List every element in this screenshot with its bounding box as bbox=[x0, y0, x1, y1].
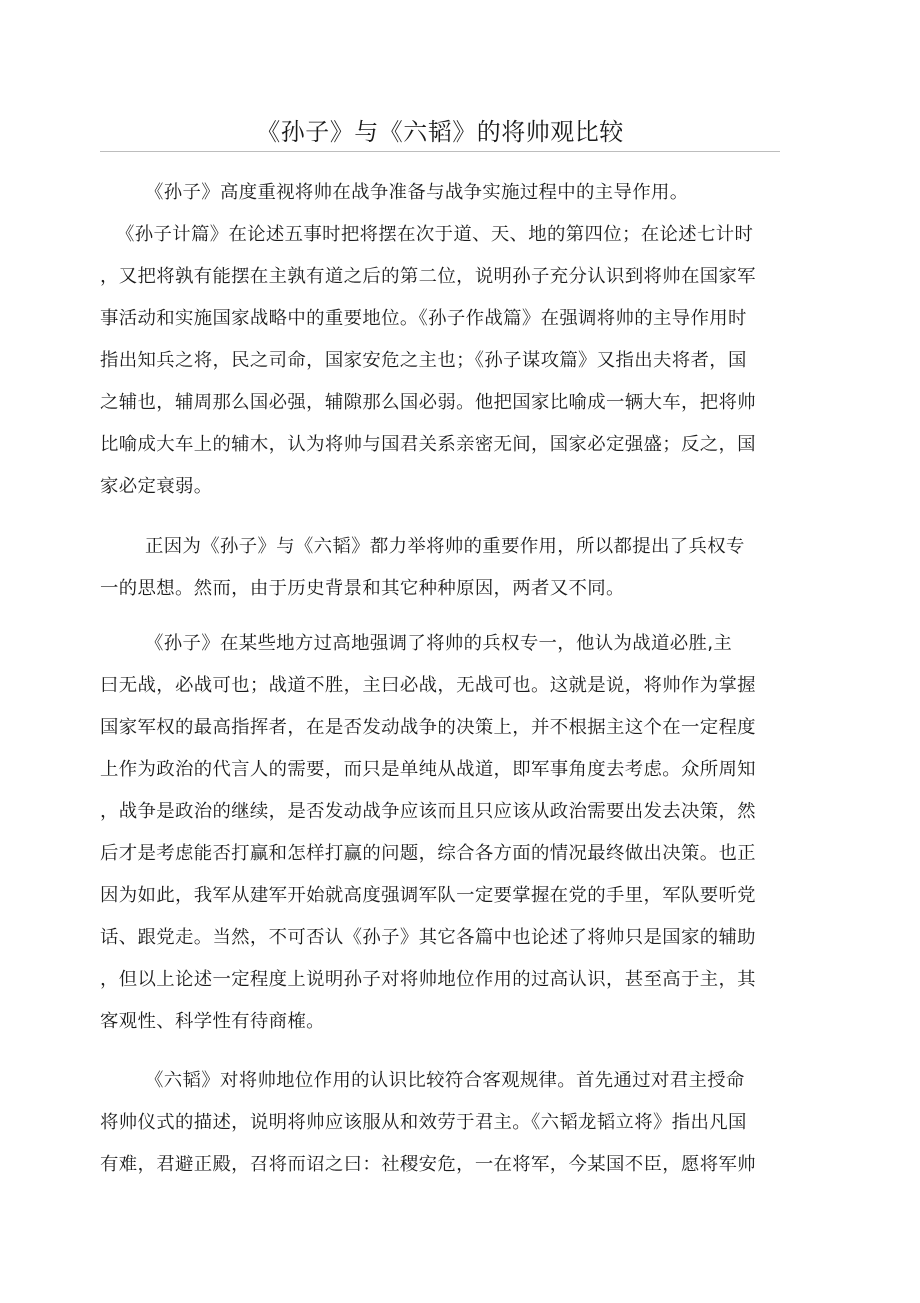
document-title: 《孙子》与《六韬》的将帅观比较 bbox=[256, 118, 624, 146]
paragraph-line: 因为如此，我军从建军开始就高度强调军队一定要掌握在党的手里，军队要听党 bbox=[100, 885, 756, 906]
paragraph-line: ，又把将孰有能摆在主孰有道之后的第二位，说明孙子充分认识到将帅在国家军 bbox=[100, 266, 756, 287]
paragraph-line: 正因为《孙子》与《六韬》都力举将帅的重要作用，所以都提出了兵权专 bbox=[145, 536, 745, 557]
title-underline bbox=[100, 151, 780, 152]
paragraph-line: 《孙子》高度重视将帅在战争准备与战争实施过程中的主导作用。 bbox=[145, 182, 689, 203]
paragraph-line: 《孙子计篇》在论述五事时把将摆在次于道、天、地的第四位；在论述七计时 bbox=[116, 224, 754, 245]
paragraph-line: 有难，君避正殿，召将而诏之曰：社稷安危，一在将军，今某国不臣，愿将军帅 bbox=[100, 1154, 756, 1175]
paragraph-line: 将帅仪式的描述，说明将帅应该服从和效劳于君主。《六韬龙韬立将》指出凡国 bbox=[100, 1112, 747, 1133]
paragraph-line: 客观性、科学性有待商榷。 bbox=[100, 1011, 325, 1032]
paragraph-line: 比喻成大车上的辅木，认为将帅与国君关系亲密无间，国家必定强盛；反之，国 bbox=[100, 434, 756, 455]
paragraph-line: 《孙子》在某些地方过高地强调了将帅的兵权专一，他认为战道必胜,主 bbox=[145, 633, 733, 654]
paragraph-line: 家必定衰弱。 bbox=[100, 476, 213, 497]
paragraph-line: 曰无战，必战可也；战道不胜，主曰必战，无战可也。这就是说，将帅作为掌握 bbox=[100, 675, 756, 696]
paragraph-line: 《六韬》对将帅地位作用的认识比较符合客观规律。首先通过对君主授命 bbox=[145, 1070, 745, 1091]
paragraph-line: 指出知兵之将，民之司命，国家安危之主也；《孙子谋攻篇》又指出夫将者，国 bbox=[100, 350, 747, 371]
paragraph-line: ，战争是政治的继续，是否发动战争应该而且只应该从政治需要出发去决策，然 bbox=[100, 801, 756, 822]
paragraph-line: 一的思想。然而，由于历史背景和其它种种原因，两者又不同。 bbox=[100, 578, 625, 599]
paragraph-line: 之辅也，辅周那么国必强，辅隙那么国必弱。他把国家比喻成一辆大车，把将帅 bbox=[100, 392, 756, 413]
paragraph-line: 后才是考虑能否打赢和怎样打赢的问题，综合各方面的情况最终做出决策。也正 bbox=[100, 843, 756, 864]
paragraph-line: ，但以上论述一定程度上说明孙子对将帅地位作用的过高认识，甚至高于主，其 bbox=[100, 969, 756, 990]
paragraph-line: 话、跟党走。当然，不可否认《孙子》其它各篇中也论述了将帅只是国家的辅助 bbox=[100, 927, 756, 948]
paragraph-line: 上作为政治的代言人的需要，而只是单纯从战道，即军事角度去考虑。众所周知 bbox=[100, 759, 756, 780]
paragraph-line: 国家军权的最高指挥者，在是否发动战争的决策上，并不根据主这个在一定程度 bbox=[100, 717, 756, 738]
paragraph-line: 事活动和实施国家战略中的重要地位。《孙子作战篇》在强调将帅的主导作用时 bbox=[100, 308, 747, 329]
